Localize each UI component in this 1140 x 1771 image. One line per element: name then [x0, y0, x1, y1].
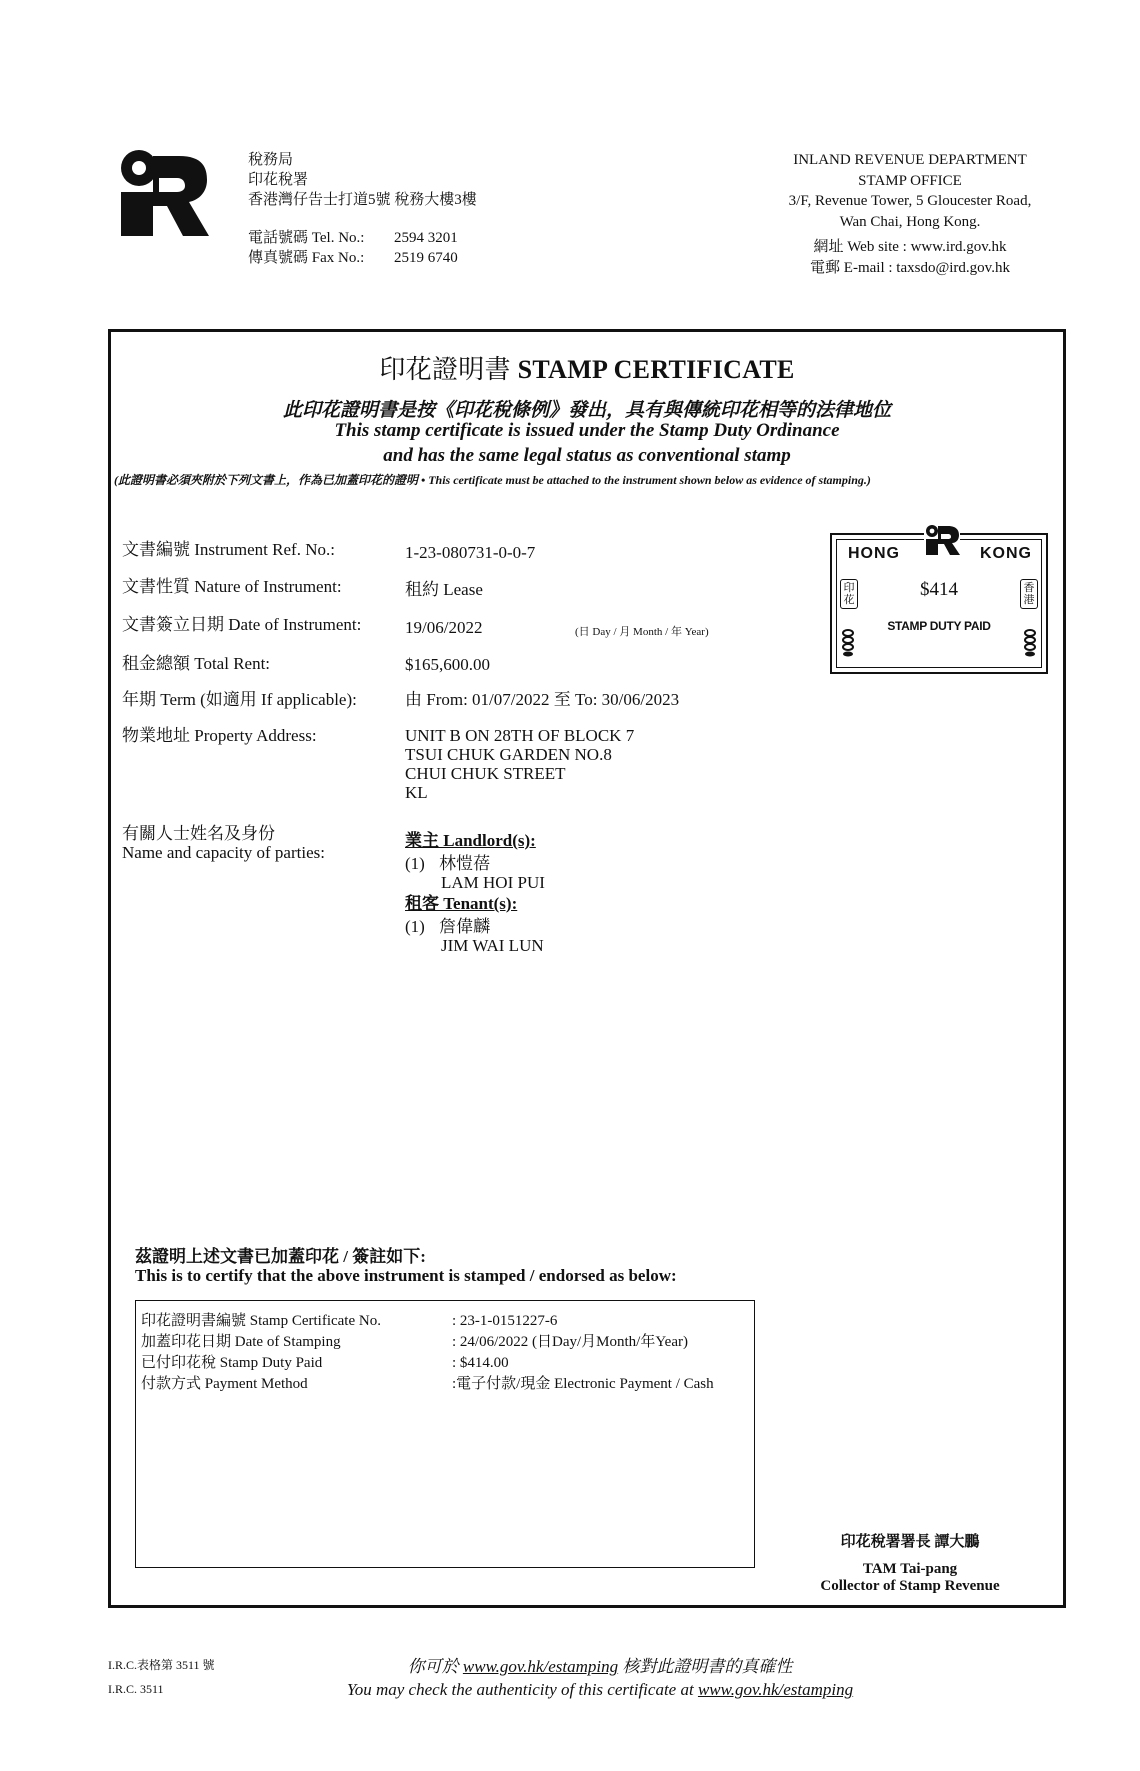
landlord-number: (1): [405, 854, 425, 873]
term-value: 由 From: 01/07/2022 至 To: 30/06/2023: [405, 690, 680, 709]
collector-name: TAM Tai-pang: [862, 1561, 958, 1577]
verify-note-en: [200, 1680, 1000, 1700]
tenant-name-cn: 詹偉麟: [439, 917, 491, 936]
fax-label: 傳真號碼 Fax No.:: [248, 250, 365, 266]
ref-value: 1-23-080731-0-0-7: [405, 543, 536, 562]
verify-en-pre: You may check the authenticity of this certificate at: [346, 1680, 694, 1699]
property-address: [405, 726, 634, 802]
collector-title: Collector of Stamp Revenue: [820, 1578, 1000, 1594]
verify-note-cn: [200, 1652, 1000, 1677]
method-label: 付款方式 Payment Method: [141, 1376, 308, 1392]
certify-statement-en: This is to certify that the above instrument is stamped / endorsed as below:: [135, 1266, 677, 1285]
date-value: 19/06/2022: [405, 618, 483, 637]
address-cn: 香港灣仔告士打道5號 稅務大樓3樓: [248, 192, 477, 208]
email: 電郵 E-mail : taxsdo@ird.gov.hk: [810, 259, 1010, 276]
nature-label: 文書性質 Nature of Instrument:: [122, 577, 342, 596]
date-label: 文書簽立日期 Date of Instrument:: [122, 615, 362, 634]
stamp-label: STAMP DUTY PAID: [887, 619, 991, 633]
landlord-name-cn: 林愷蓓: [439, 854, 491, 873]
certify-statement-cn: 茲證明上述文書已加蓋印花 / 簽註如下:: [135, 1247, 426, 1266]
stamp-hong: HONG: [848, 545, 900, 562]
verify-link-en[interactable]: www.gov.hk/estamping: [697, 1680, 854, 1699]
tel-value: 2594 3201: [394, 230, 458, 246]
collector-cn: 印花稅署署長 譚大鵬: [840, 1534, 980, 1550]
tenant-entry: [405, 917, 545, 936]
rent-value: $165,600.00: [405, 655, 490, 674]
stamp-date-value: : 24/06/2022 (日Day/月Month/年Year): [452, 1334, 688, 1350]
fax-row: [248, 248, 477, 268]
verify-cn-post: 核對此證明書的真確性: [622, 1657, 793, 1676]
verify-link-cn[interactable]: www.gov.hk/estamping: [462, 1657, 619, 1676]
landlord-name-en: LAM HOI PUI: [441, 873, 545, 892]
parties-list: [405, 831, 545, 955]
certificate-title: [108, 349, 1066, 386]
stamp-duty-paid-stamp: [830, 533, 1048, 674]
address-line: TSUI CHUK GARDEN NO.8: [405, 745, 612, 764]
fax-value: 2519 6740: [394, 250, 458, 266]
form-number-cn: I.R.C.表格第 3511 號: [108, 1658, 215, 1672]
subtitle-cn: 此印花證明書是按《印花稅條例》發出，具有與傳統印花相等的法律地位: [282, 400, 891, 421]
verify-cn-pre: 你可於: [407, 1657, 459, 1676]
details-labels: [141, 1311, 381, 1395]
title-en: STAMP CERTIFICATE: [517, 355, 795, 384]
collector-block: [790, 1534, 1030, 1595]
address-line: UNIT B ON 28TH OF BLOCK 7: [405, 726, 635, 745]
ref-label: 文書編號 Instrument Ref. No.:: [122, 540, 335, 559]
tenant-number: (1): [405, 917, 425, 936]
details-values: [452, 1311, 714, 1395]
dept-name-cn: 稅務局: [248, 152, 294, 168]
address-en-line2: Wan Chai, Hong Kong.: [839, 213, 981, 230]
stamp-kong: KONG: [980, 545, 1032, 562]
stamp-chars-left: 印花: [840, 579, 858, 609]
nature-value: 租約 Lease: [405, 580, 483, 599]
cert-no-label: 印花證明書編號 Stamp Certificate No.: [141, 1313, 381, 1329]
address-label: 物業地址 Property Address:: [122, 726, 317, 745]
address-line: CHUI CHUK STREET: [405, 764, 566, 783]
parties-label-en: Name and capacity of parties:: [122, 843, 325, 862]
dept-name-en: INLAND REVENUE DEPARTMENT: [793, 152, 1027, 168]
stamp-date-label: 加蓋印花日期 Date of Stamping: [141, 1334, 341, 1350]
subtitle-en-2: and has the same legal status as conventional stamp: [383, 445, 791, 466]
method-value: :電子付款/現金 Electronic Payment / Cash: [452, 1376, 714, 1392]
stamp-ird-logo-icon: [924, 523, 960, 555]
stamp-amount: $414: [920, 579, 958, 600]
cert-no-value: : 23-1-0151227-6: [452, 1313, 558, 1329]
tel-label: 電話號碼 Tel. No.:: [248, 230, 365, 246]
duty-value: : $414.00: [452, 1355, 509, 1371]
website: 網址 Web site : www.ird.gov.hk: [813, 239, 1007, 255]
stamp-chars-right: 香港: [1020, 579, 1038, 609]
parties-label: [122, 824, 325, 862]
tenant-heading: 租客 Tenant(s):: [405, 894, 518, 913]
tel-row: [248, 228, 477, 248]
landlord-entry: [405, 854, 545, 873]
form-number-en: I.R.C. 3511: [108, 1682, 164, 1696]
title-cn: 印花證明書: [379, 355, 511, 384]
date-format-note: (日 Day / 月 Month / 年 Year): [575, 626, 709, 638]
attach-note: (此證明書必須夾附於下列文書上，作為已加蓋印花的證明 • This certificate must be attached to the instrument shown below as evidence of stamping.): [114, 473, 871, 487]
ornament-icon: [842, 629, 854, 657]
office-name-en: STAMP OFFICE: [858, 172, 962, 189]
ornament-icon: [1024, 629, 1036, 657]
tenant-name-en: JIM WAI LUN: [441, 936, 544, 955]
form-number: [108, 1653, 215, 1701]
parties-label-cn: 有關人士姓名及身份: [122, 824, 275, 843]
term-label: 年期 Term (如適用 If applicable):: [122, 690, 357, 709]
address-line: KL: [405, 783, 428, 802]
office-name-cn: 印花稅署: [248, 172, 309, 188]
subtitle-en-1: This stamp certificate is issued under the Stamp Duty Ordinance: [334, 420, 840, 441]
duty-label: 已付印花稅 Stamp Duty Paid: [141, 1355, 323, 1371]
landlord-heading: 業主 Landlord(s):: [405, 831, 536, 850]
header-left-address: [248, 150, 477, 268]
address-en-line1: 3/F, Revenue Tower, 5 Gloucester Road,: [788, 193, 1032, 209]
rent-label: 租金總額 Total Rent:: [122, 654, 271, 673]
ird-logo-icon: [117, 148, 209, 236]
header-right-address: [745, 150, 1075, 278]
